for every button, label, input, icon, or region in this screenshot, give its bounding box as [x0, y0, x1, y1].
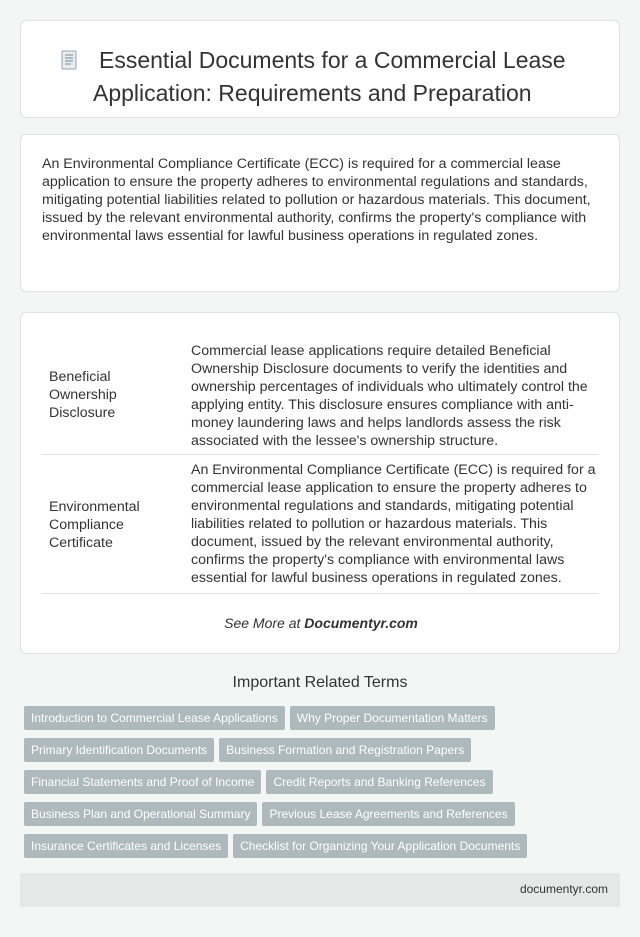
- title-line-2: Application: Requirements and Preparation: [93, 80, 532, 106]
- row-divider: [42, 454, 598, 455]
- see-more-link[interactable]: Documentyr.com: [304, 615, 418, 631]
- table-row: [42, 342, 598, 455]
- related-term-tag[interactable]: Business Plan and Operational Summary: [24, 802, 257, 826]
- tag-row: [24, 770, 498, 794]
- related-term-tag[interactable]: Checklist for Organizing Your Application Documents: [233, 834, 527, 858]
- intro-card: [20, 134, 620, 292]
- footer: [20, 873, 620, 907]
- row-divider: [42, 593, 598, 594]
- table-row: [42, 461, 598, 591]
- related-terms-heading: Important Related Terms: [232, 674, 408, 691]
- see-more-prefix: See More at: [224, 615, 305, 631]
- see-more: [21, 615, 621, 631]
- intro-text: An Environmental Compliance Certificate (ECC) is required for a commercial lease application to ensure the property adheres to environmental regulations and standards, mitigating potential liabilities related to pollution or hazardous materials. This document, issued by the relevant environmental authority, confirms the property's compliance with environmental laws essential for lawful business operations in regulated zones.: [42, 156, 591, 244]
- page-title: [61, 45, 601, 109]
- related-term-tag[interactable]: Previous Lease Agreements and References: [262, 802, 514, 826]
- related-term-tag[interactable]: Introduction to Commercial Lease Applications: [24, 706, 285, 730]
- related-term-tag[interactable]: Financial Statements and Proof of Income: [24, 770, 261, 794]
- term-label: Environmental Compliance Certificate: [49, 499, 140, 551]
- document-icon: [61, 47, 77, 78]
- title-card: [20, 20, 620, 118]
- related-term-tag[interactable]: Primary Identification Documents: [24, 738, 214, 762]
- related-term-tag[interactable]: Insurance Certificates and Licenses: [24, 834, 228, 858]
- related-term-tag[interactable]: Why Proper Documentation Matters: [290, 706, 495, 730]
- term-description: Commercial lease applications require detailed Beneficial Ownership Disclosure documents to verify the identities and ownership percentages of individuals who ultimately control the applying entity. This disclosure ensures compliance with anti-money laundering laws and helps landlords assess the risk associated with the lessee's ownership structure.: [191, 343, 588, 449]
- footer-link[interactable]: documentyr.com: [519, 882, 608, 896]
- tag-row: [24, 738, 476, 762]
- term-description: An Environmental Compliance Certificate (ECC) is required for a commercial lease application to ensure the property adheres to environmental regulations and standards, mitigating potential liabilities related to pollution or hazardous materials. This document, issued by the relevant environmental authority, confirms the property's compliance with environmental laws essential for lawful business operations in regulated zones.: [191, 462, 596, 586]
- tag-row: [24, 834, 532, 858]
- tag-row: [24, 802, 520, 826]
- related-term-tag[interactable]: Credit Reports and Banking References: [266, 770, 492, 794]
- terms-table: [20, 312, 620, 654]
- related-term-tag[interactable]: Business Formation and Registration Papers: [219, 738, 471, 762]
- title-line-1: Essential Documents for a Commercial Lease: [99, 47, 566, 73]
- tag-row: [24, 706, 500, 730]
- term-label: Beneficial Ownership Disclosure: [49, 369, 117, 421]
